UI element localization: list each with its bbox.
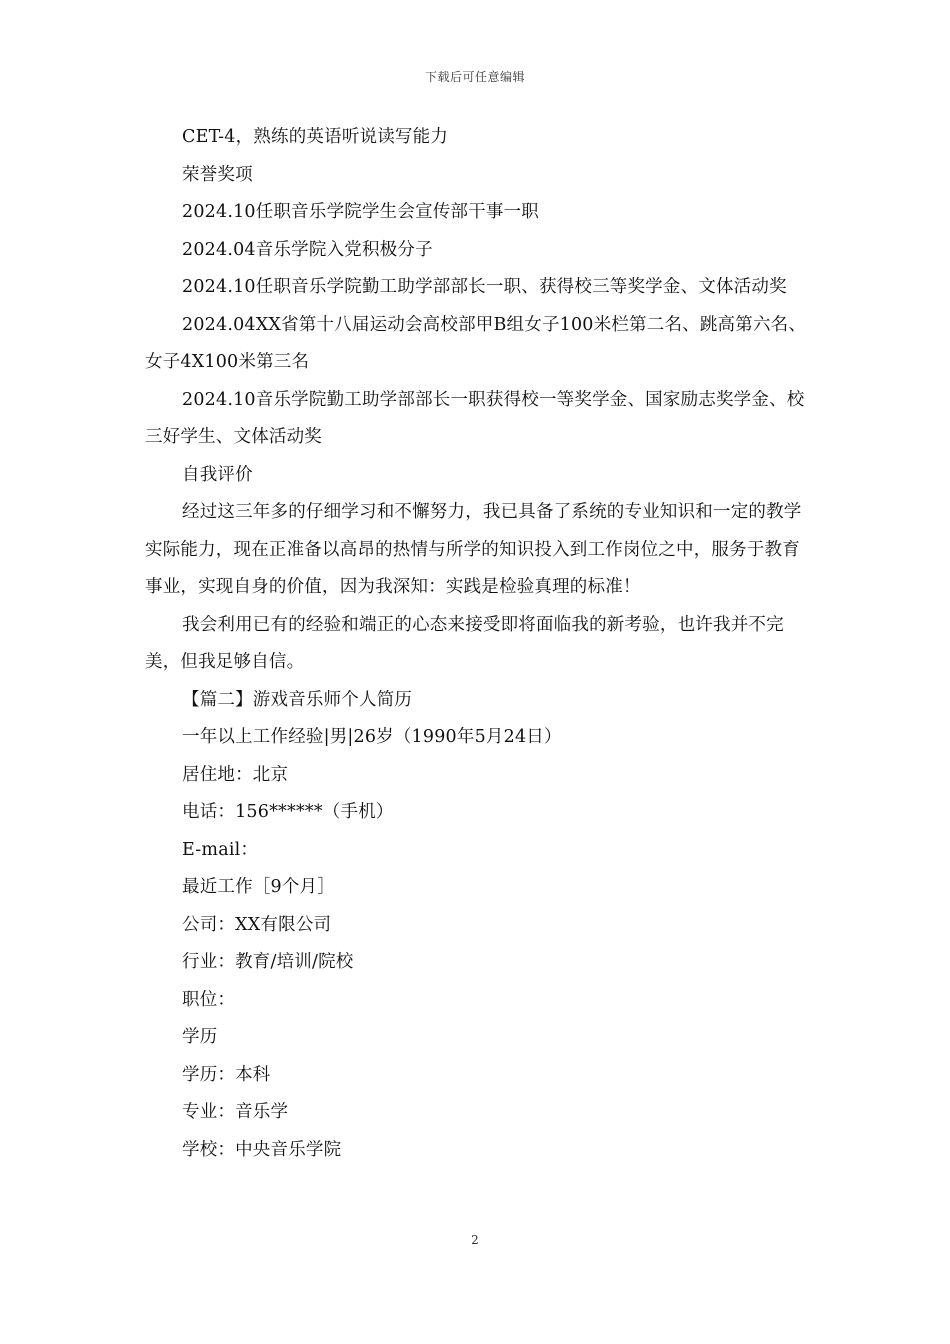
paragraph-honor-1: 2024.10任职音乐学院学生会宣传部干事一职 — [182, 202, 539, 222]
heading-part-two: 【篇二】游戏音乐师个人简历 — [182, 689, 413, 710]
paragraph-honor-3: 2024.10任职音乐学院勤工助学部部长一职、获得校三等奖学金、文体活动奖 — [182, 277, 787, 297]
paragraph-honor-2: 2024.04音乐学院入党积极分子 — [182, 239, 433, 260]
heading-self-evaluation: 自我评价 — [182, 464, 253, 485]
header-note: 下载后可任意编辑 — [424, 70, 525, 84]
paragraph-recent-work: 最近工作［9个月］ — [182, 877, 335, 897]
paragraph-major: 专业：音乐学 — [182, 1102, 289, 1122]
paragraph-honor-5: 2024.10音乐学院勤工助学部部长一职获得校一等奖学金、国家励志奖学金、校三好学生、文体活动奖 — [145, 389, 805, 447]
paragraph-residence: 居住地：北京 — [182, 764, 289, 785]
paragraph-self-evaluation-1: 经过这三年多的仔细学习和不懈努力，我已具备了系统的专业知识和一定的教学实际能力，现在正准备以高昂的热情与所学的知识投入到工作岗位之中，服务于教育事业，实现自身的价值，因为我深知：实践是检验真理的标准！ — [145, 502, 802, 597]
paragraph-phone: 电话：156******（手机） — [182, 802, 394, 822]
heading-honors: 荣誉奖项 — [182, 164, 253, 185]
paragraph-industry: 行业：教育/培训/院校 — [182, 952, 354, 972]
heading-education: 学历 — [182, 1027, 218, 1047]
body-content — [145, 119, 815, 1169]
paragraph-company: 公司：XX有限公司 — [182, 914, 332, 935]
page-number: 2 — [471, 1233, 479, 1247]
paragraph-school: 学校：中央音乐学院 — [182, 1139, 342, 1160]
paragraph-honor-4: 2024.04XX省第十八届运动会高校部甲B组女子100米栏第二名、跳高第六名、女子4X100米第三名 — [145, 314, 807, 372]
paragraph-self-evaluation-2: 我会利用已有的经验和端正的心态来接受即将面临我的新考验，也许我并不完美，但我足够自信。 — [145, 614, 784, 672]
paragraph-experience-summary: 一年以上工作经验|男|26岁（1990年5月24日） — [182, 727, 562, 747]
paragraph-email: E-mail： — [182, 839, 259, 860]
paragraph-position: 职位： — [182, 989, 236, 1010]
paragraph-degree: 学历：本科 — [182, 1064, 271, 1085]
paragraph-cet4: CET-4，熟练的英语听说读写能力 — [182, 127, 449, 147]
